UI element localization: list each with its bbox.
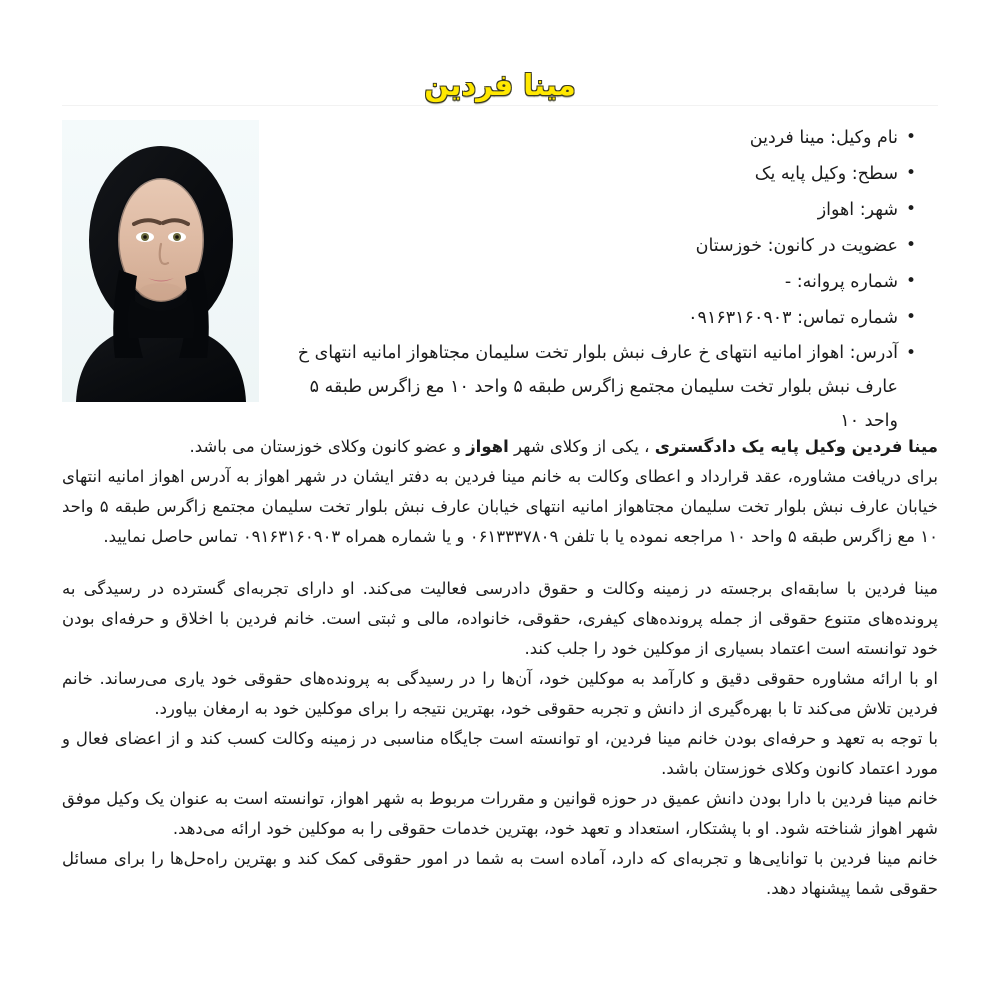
info-item-name (276, 120, 916, 156)
info-item-city-text: شهر: اهواز (817, 200, 898, 220)
info-item-level (276, 156, 916, 192)
profile-body (62, 432, 938, 904)
profile-summary (0, 120, 1000, 438)
description-paragraph-2: او با ارائه مشاوره حقوقی دقیق و کارآمد به موکلین خود، آن‌ها را در رسیدگی به پرونده‌های حقوقی خود یاری می‌رساند. خانم فردین تلاش می‌کند تا با بهره‌گیری از دانش و تجربه حقوقی خود، بهترین نتیجه را برای موکلین خود به ارمغان بیاورد. (62, 669, 938, 718)
info-item-bar-membership-text: عضویت در کانون: خوزستان (695, 236, 898, 256)
info-item-level-text: سطح: وکیل پایه یک (754, 164, 898, 184)
description-paragraph-1: مینا فردین با سابقه‌ای برجسته در زمینه وکالت و حقوق دادرسی فعالیت می‌کند. او دارای تجربه‌ای گسترده در رسیدگی به پرونده‌های متنوع حقوقی از جمله پرونده‌های کیفری، حقوقی، خانواده، مالی و ثبتی است. خانم فردین با اخلاق و حرفه‌ای بودن خود توانسته است اعتماد بسیاری از موکلین خود را جلب کند. (62, 579, 938, 658)
lawyer-photo (62, 120, 259, 402)
info-item-bar-membership (276, 228, 916, 264)
lawyer-info-list (276, 120, 938, 438)
intro-after-city: و عضو کانون وکلای خوزستان می باشد. (189, 437, 467, 456)
info-item-license-number-text: شماره پروانه: - (784, 272, 898, 292)
info-item-city (276, 192, 916, 228)
paragraph-spacer (62, 552, 938, 574)
info-item-address-text: • آدرس: اهواز امانیه انتهای خ عارف نبش بلوار تخت سلیمان مجتاهواز امانیه انتهای خ عارف نبش بلوار تخت سلیمان مجتمع زاگرس طبقه ۵ واحد ۱۰ مع زاگرس طبقه ۵ واحد ۱۰ (297, 343, 898, 431)
contact-paragraph: برای دریافت مشاوره، عقد قرارداد و اعطای وکالت به خانم مینا فردین به دفتر ایشان در شهر اهواز به آدرس اهواز امانیه انتهای خیابان عارف نبش بلوار تخت سلیمان مجتاهواز امانیه انتهای خیابان عارف نبش بلوار تخت سلیمان مجتمع زاگرس طبقه ۵ واحد ۱۰ مع زاگرس طبقه ۵ واحد ۱۰ مراجعه نموده یا با تلفن ۰۶۱۳۳۳۷۸۰۹ و یا شماره همراه ۰۹۱۶۳۱۶۰۹۰۳ تماس حاصل نمایید. (62, 467, 938, 546)
description-paragraph-5: خانم مینا فردین با توانایی‌ها و تجربه‌ای که دارد، آماده است به شما در امور حقوقی کمک کند و بهترین راه‌حل‌ها را برای مسائل حقوقی شما پیشنهاد دهد. (62, 849, 938, 898)
portrait-image (62, 120, 259, 402)
info-item-address (276, 336, 916, 438)
header-divider (62, 105, 938, 106)
intro-bold-city: اهواز (466, 437, 509, 456)
intro-bold-lead: مینا فردین وکیل پایه یک دادگستری (654, 437, 938, 456)
description-paragraph-4: خانم مینا فردین با دارا بودن دانش عمیق در حوزه قوانین و مقررات مربوط به شهر اهواز، توانسته است به عنوان یک وکیل موفق شهر اهواز شناخته شود. او با پشتکار، استعداد و تعهد خود، بهترین خدمات حقوقی را به موکلین خود ارائه می‌دهد. (62, 789, 938, 838)
info-item-name-text: نام وکیل: مینا فردین (749, 128, 898, 148)
page-title: مینا فردین (424, 68, 576, 103)
info-item-phone-text: شماره تماس: ۰۹۱۶۳۱۶۰۹۰۳ (688, 308, 898, 328)
info-item-phone[interactable] (276, 300, 916, 336)
info-item-license-number (276, 264, 916, 300)
description-paragraph-3: با توجه به تعهد و حرفه‌ای بودن خانم مینا فردین، او توانسته است جایگاه مناسبی در زمینه وکالت کسب کند و از اعضای فعال و مورد اعتماد کانون وکلای خوزستان باشد. (62, 729, 938, 778)
intro-paragraph (62, 432, 938, 462)
intro-after-lead: ، یکی از وکلای شهر (508, 437, 655, 456)
description-group (62, 574, 938, 904)
